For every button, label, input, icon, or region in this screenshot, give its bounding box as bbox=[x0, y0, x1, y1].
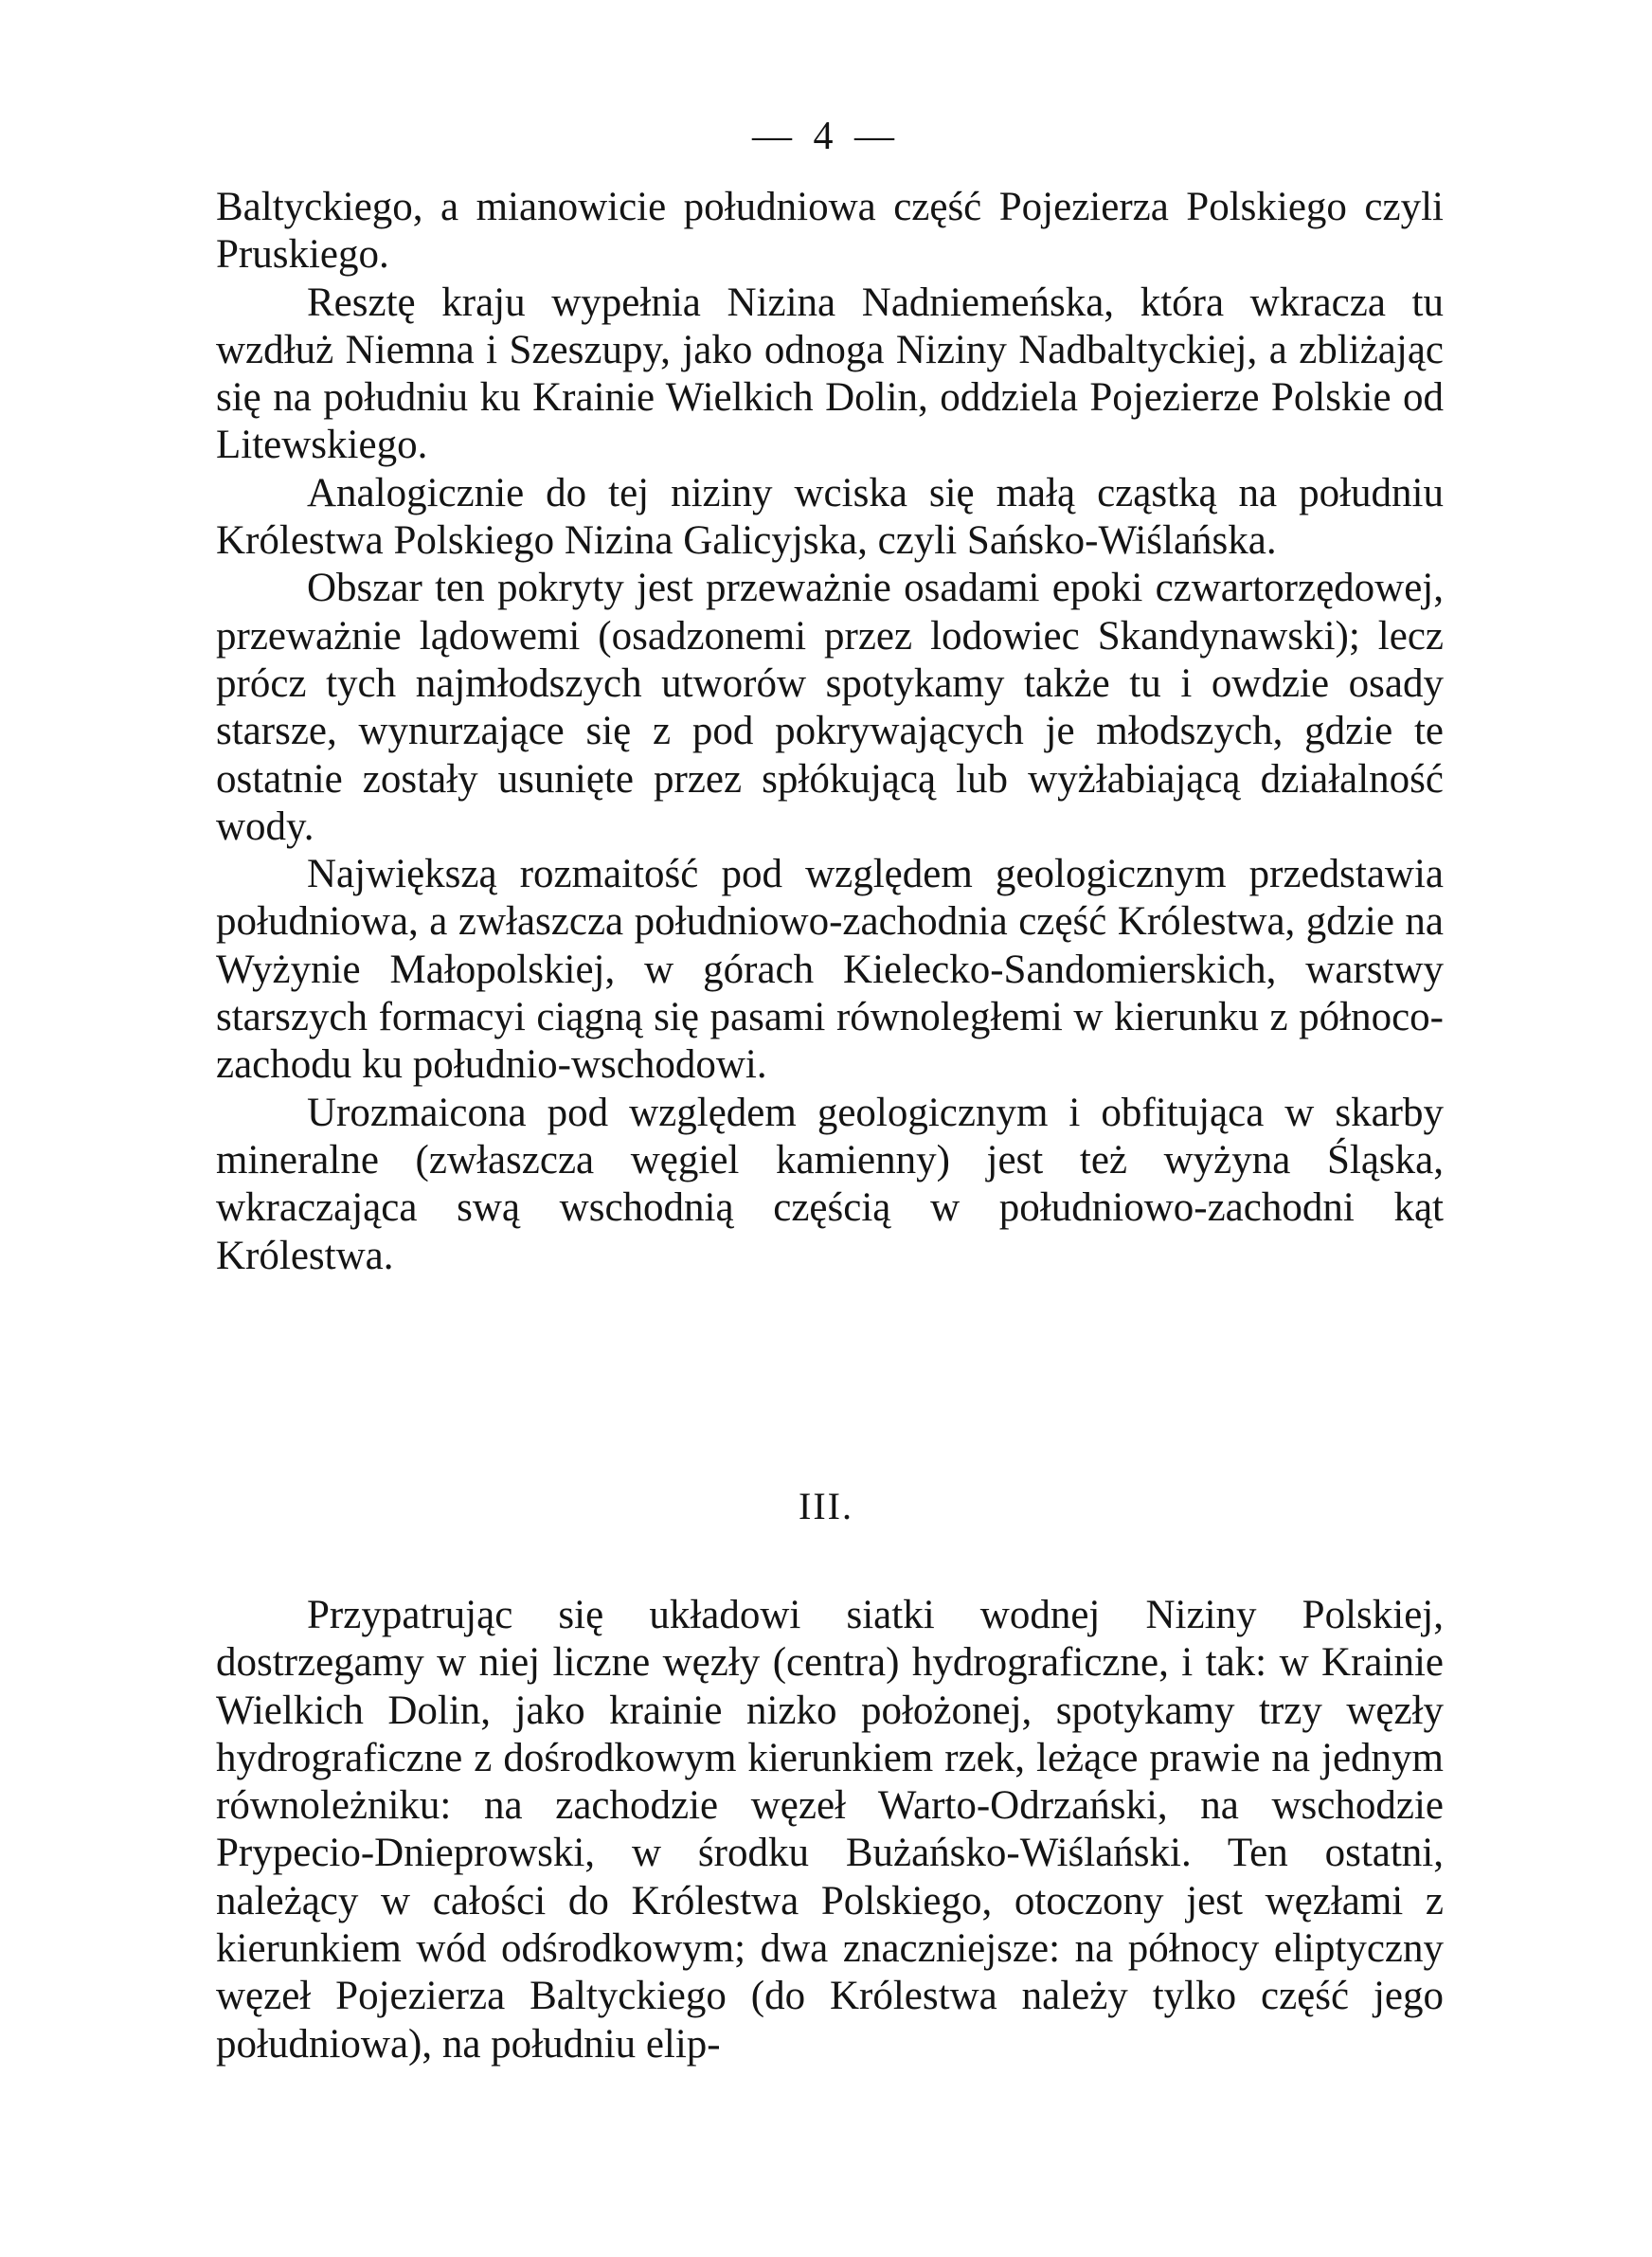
section-heading: III. bbox=[799, 1485, 853, 1527]
section-2-text bbox=[216, 1592, 1444, 2068]
section-1-text bbox=[216, 184, 1444, 1280]
paragraph: Analogicznie do tej niziny wciska się małą cząstką na południu Królestwa Polskiego Nizina Galicyjska, czyli Sańsko-Wiślańska. bbox=[216, 470, 1444, 564]
page-number: — 4 — bbox=[752, 115, 900, 158]
paragraph: Przypatrując się układowi siatki wodnej Niziny Polskiej, dostrzegamy w niej liczne węzły (centra) hydrograficzne, i tak: w Krainie Wielkich Dolin, jako krainie nizko położonej, spotykamy trzy węzły hydrograficzne z dośrodkowym kierunkiem rzek, leżące prawie na jednym równoleżniku: na zachodzie węzeł Warto-Odrzański, na wschodzie Prypecio-Dnieprowski, w środku Bużańsko-Wiślański. Ten ostatni, należący w całości do Królestwa Polskiego, otoczony jest węzłami z kierunkiem wód odśrodkowym; dwa znaczniejsze: na północy eliptyczny węzeł Pojezierza Baltyckiego (do Królestwa należy tylko część jego południowa), na południu elip- bbox=[216, 1593, 1444, 2067]
paragraph: Urozmaicona pod względem geologicznym i obfitująca w skarby mineralne (zwłaszcza węgiel kamienny) jest też wyżyna Śląska, wkraczająca swą wschodnią częścią w południowo-zachodni kąt Królestwa. bbox=[216, 1090, 1444, 1278]
paragraph: Obszar ten pokryty jest przeważnie osadami epoki czwartorzędowej, przeważnie lądowemi (osadzonemi przez lodowiec Skandynawski); lecz prócz tych najmłodszych utworów spotykamy także tu i owdzie osady starsze, wynurzające się z pod pokrywających je młodszych, gdzie te ostatnie zostały usunięte przez spłókującą lub wyżłabiającą działalność wody. bbox=[216, 566, 1444, 849]
paragraph: Resztę kraju wypełnia Nizina Nadniemeńska, która wkracza tu wzdłuż Niemna i Szeszupy, jako odnoga Niziny Nadbaltyckiej, a zbliżając się na południu ku Krainie Wielkich Dolin, oddziela Pojezierze Polskie od Litewskiego. bbox=[216, 280, 1444, 468]
paragraph: Największą rozmaitość pod względem geologicznym przedstawia południowa, a zwłaszcza południowo-zachodnia część Królestwa, gdzie na Wyżynie Małopolskiej, w górach Kielecko-Sandomierskich, warstwy starszych formacyi ciągną się pasami równoległemi w kierunku z północo-zachodu ku południo-wschodowi. bbox=[216, 852, 1444, 1088]
paragraph: Baltyckiego, a mianowicie południowa część Pojezierza Polskiego czyli Pruskiego. bbox=[216, 185, 1444, 278]
